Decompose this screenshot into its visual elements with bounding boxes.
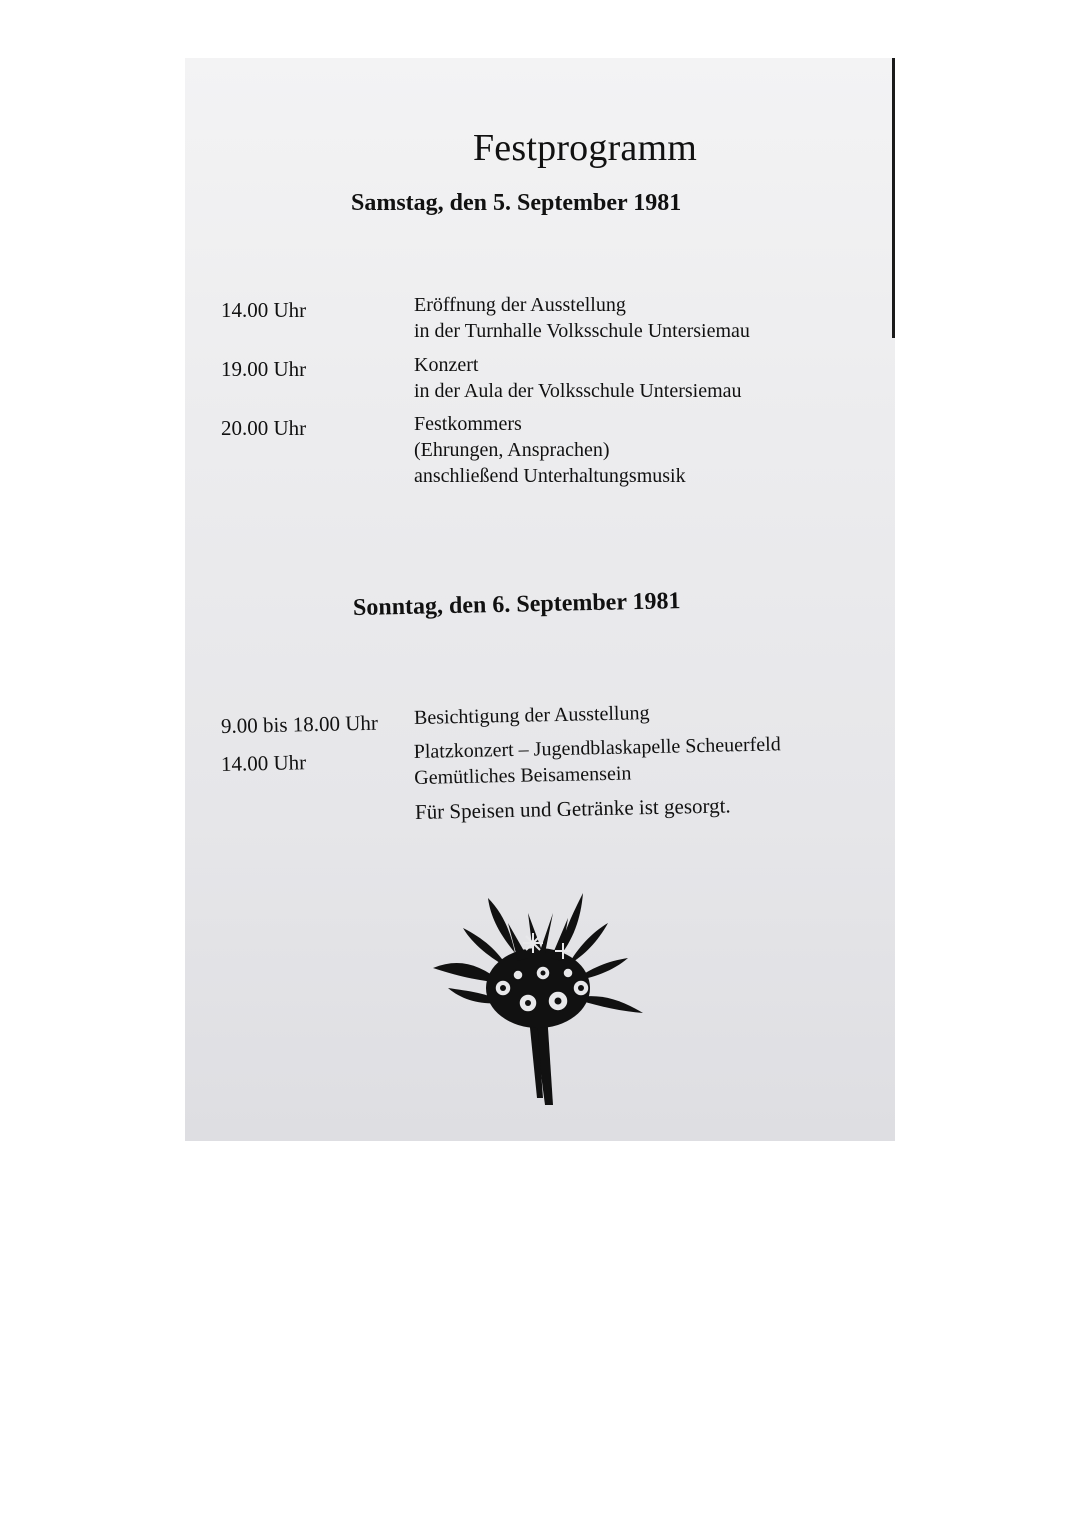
- saturday-event-2-line-1: Konzert: [414, 354, 479, 376]
- saturday-event-1-line-2: in der Turnhalle Volksschule Untersiemau: [414, 320, 750, 342]
- page-edge-line: [892, 58, 895, 338]
- sunday-event-2-line-2: Gemütliches Beisamensein: [414, 762, 632, 789]
- document-page: [185, 58, 895, 1141]
- sunday-event-1: [414, 700, 650, 731]
- saturday-event-2-line-2: in der Aula der Volksschule Untersiemau: [414, 380, 742, 402]
- saturday-event-3-line-1: Festkommers: [414, 413, 522, 435]
- sunday-time-2: 14.00 Uhr: [220, 750, 307, 776]
- sunday-event-2-line-1: Platzkonzert – Jugendblaskapelle Scheuerfeld: [413, 733, 781, 764]
- saturday-event-3-line-3: anschließend Unterhaltungsmusik: [414, 465, 686, 487]
- saturday-event-1: [414, 292, 750, 344]
- saturday-event-2: [414, 352, 742, 404]
- page-title: Festprogramm: [472, 127, 698, 169]
- sunday-heading: Sonntag, den 6. September 1981: [352, 588, 681, 621]
- saturday-event-3-line-2: (Ehrungen, Ansprachen): [414, 439, 610, 461]
- sunday-time-1: 9.00 bis 18.00 Uhr: [220, 710, 379, 738]
- catering-note: Für Speisen und Getränke ist gesorgt.: [414, 793, 731, 824]
- sunday-event-1-line-1: Besichtigung der Ausstellung: [413, 702, 650, 729]
- saturday-event-1-line-1: Eröffnung der Ausstellung: [414, 294, 626, 316]
- flower-bouquet-icon: [433, 893, 643, 1108]
- saturday-event-3: [414, 411, 686, 489]
- sunday-event-2: [413, 731, 781, 791]
- saturday-time-3: 20.00 Uhr: [221, 416, 307, 440]
- saturday-heading: Samstag, den 5. September 1981: [351, 190, 682, 216]
- saturday-time-2: 19.00 Uhr: [221, 357, 307, 381]
- saturday-time-1: 14.00 Uhr: [221, 298, 307, 322]
